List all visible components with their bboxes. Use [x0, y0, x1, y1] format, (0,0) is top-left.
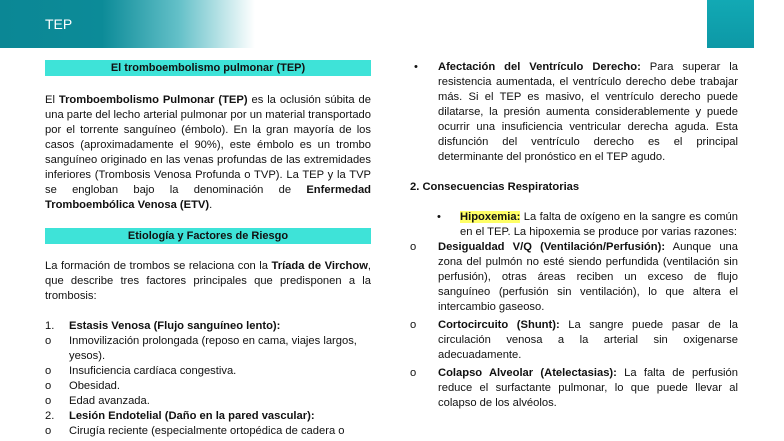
list-item-vd — [410, 60, 738, 165]
list-marker: o — [410, 367, 417, 379]
sub-list-item — [45, 424, 371, 439]
list-item-text: Edad avanzada. — [69, 395, 150, 407]
item-body: La sangre puede pasar de la circulación venosa a la arterial sin oxigenarse adecuadamente. — [438, 319, 738, 361]
item-title: Cortocircuito (Shunt): — [438, 319, 560, 331]
list-marker: o — [45, 395, 52, 407]
list-marker: o — [410, 319, 417, 331]
text-run: . — [209, 199, 213, 211]
text-run: La formación de trombos se relaciona con la — [45, 260, 272, 272]
tep-definition-paragraph — [45, 93, 371, 213]
bold-term-etv: Enfermedad Tromboembólica Venosa (ETV) — [45, 184, 371, 211]
right-column — [410, 60, 738, 411]
hipoxemia-causes-list — [410, 240, 738, 411]
section-heading-etiologia: Etiología y Factores de Riesgo — [45, 228, 371, 244]
list-item-text — [434, 366, 738, 411]
list-item-text: Lesión Endotelial (Daño en la pared vascular): — [69, 410, 315, 422]
text-run: , que describe tres factores principales que predisponen a la trombosis: — [45, 260, 372, 302]
item-body: La falta de perfusión reduce el surfactante pulmonar, lo que puede llevar al colapso de los alvéolos. — [438, 367, 738, 409]
section-heading-respiratorias: 2. Consecuencias Respiratorias — [410, 181, 580, 193]
item-body: Aunque una zona del pulmón no esté siendo perfundida (ventilación sin perfusión), otras áreas reciben un exceso de flujo sanguíneo (perfusión sin ventilación), lo que altera el intercambio gaseoso. — [438, 241, 739, 313]
item-title: Afectación del Ventrículo Derecho: — [438, 61, 641, 73]
left-column — [45, 60, 371, 439]
bullet-marker: • — [414, 61, 418, 73]
list-marker: o — [45, 425, 52, 437]
sub-list-item — [45, 334, 371, 364]
sub-list-item — [410, 366, 738, 411]
numbered-item — [45, 319, 371, 334]
bold-term-tep: Tromboembolismo Pulmonar (TEP) — [58, 94, 248, 106]
list-marker: o — [45, 380, 52, 392]
item-title: Colapso Alveolar (Atelectasias): — [438, 367, 617, 379]
list-item-text: Obesidad. — [69, 380, 120, 392]
risk-factor-list — [45, 319, 371, 439]
list-marker: 2. — [45, 410, 55, 422]
section-heading-tep: El tromboembolismo pulmonar (TEP) — [45, 60, 371, 76]
bullet-marker: • — [437, 211, 441, 223]
list-marker: o — [410, 241, 417, 253]
virchow-intro-paragraph — [45, 259, 371, 304]
sub-list-item — [45, 379, 371, 394]
list-item-text: Insuficiencia cardíaca congestiva. — [69, 365, 237, 377]
sub-list-item — [410, 240, 738, 315]
highlighted-term-hipoxemia: Hipoxemia: — [460, 211, 521, 223]
sub-list-item — [45, 394, 371, 409]
sub-list-item — [45, 364, 371, 379]
list-item-text: Cirugía reciente (especialmente ortopédica de cadera o — [69, 425, 345, 437]
bold-term-virchow: Tríada de Virchow — [271, 260, 368, 272]
item-body: La falta de oxígeno en la sangre es común en el TEP. La hipoxemia se produce por varias razones: — [460, 211, 738, 238]
text-run: El — [45, 94, 59, 106]
title-bar — [0, 0, 784, 48]
sub-list-item — [410, 318, 738, 363]
list-item-text — [434, 240, 738, 315]
numbered-item — [45, 409, 371, 424]
list-item-text: Inmovilización prolongada (reposo en cama, viajes largos, yesos). — [69, 335, 357, 362]
title-gradient-band — [0, 0, 255, 48]
text-run: es la oclusión súbita de una parte del lecho arterial pulmonar por un material transportado por el torrente sanguíneo (émbolo). En la gran mayoría de los casos (aproximadamente el 90%), este émbolo es un trombo sanguíneo originado en las venas profundas de las extremidades inferiores (Trombosis Venosa Profunda o TVP). La TEP y la TVP se engloban bajo la denominación de — [45, 94, 371, 196]
item-title: Desigualdad V/Q (Ventilación/Perfusión): — [438, 241, 666, 253]
page-title: TEP — [45, 16, 73, 32]
list-item-text — [460, 210, 738, 240]
list-item-text: Estasis Venosa (Flujo sanguíneo lento): — [69, 320, 281, 332]
corner-accent-box — [707, 0, 754, 48]
list-marker: o — [45, 365, 52, 377]
list-item-text — [434, 60, 738, 165]
item-body: Para superar la resistencia aumentada, el ventrículo derecho debe trabajar más. Si el TEP es masivo, el ventrículo derecho puede dilatarse, la presión aumenta considerablemente y puede ocurrir una insuficiencia ventricular derecha aguda. Esta disfunción del ventrículo derecho es el principal determinante del pronóstico en el TEP agudo. — [438, 61, 738, 163]
list-marker: 1. — [45, 320, 55, 332]
list-item-text — [434, 318, 738, 363]
list-marker: o — [45, 335, 52, 347]
list-item-hipoxemia — [410, 210, 738, 240]
